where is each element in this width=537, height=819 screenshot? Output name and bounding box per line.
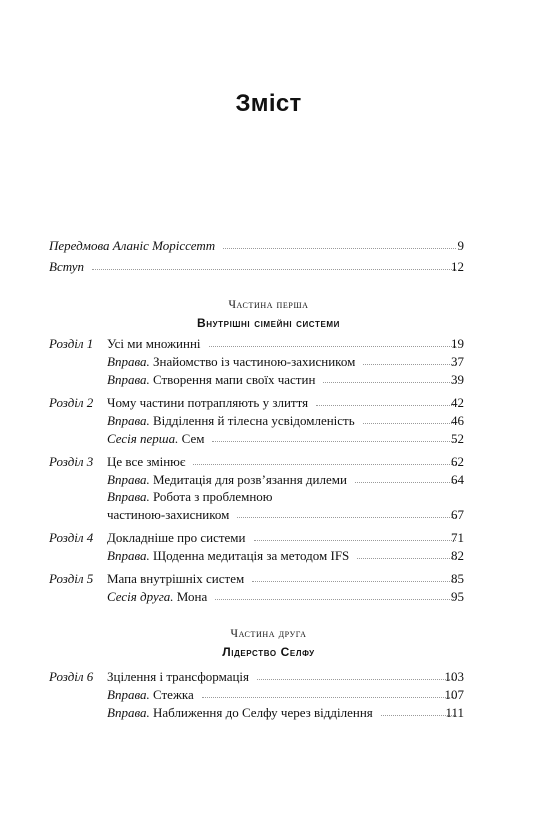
dot-leader: [237, 516, 456, 518]
page-number: 85: [451, 571, 464, 586]
page-number: 64: [451, 472, 464, 487]
dot-leader: [215, 598, 456, 600]
dot-leader: [202, 696, 456, 698]
toc-entry-foreword[interactable]: [0, 237, 537, 255]
page-number: 111: [445, 705, 464, 720]
part-label: Частина друга: [230, 628, 307, 640]
entry-kind: Вправа.: [107, 413, 150, 428]
dot-leader: [209, 345, 456, 347]
entry-kind: Вправа.: [107, 548, 150, 563]
page-number: 62: [451, 454, 464, 469]
page-number: 9: [457, 238, 464, 253]
toc-entry-session[interactable]: [0, 588, 537, 606]
page-number: 12: [451, 259, 464, 274]
entry-title: Це все змінює: [107, 454, 186, 469]
toc-entry-exercise[interactable]: [0, 353, 537, 371]
page-number: 67: [451, 507, 464, 522]
toc-entry-exercise-line2[interactable]: [0, 506, 537, 524]
dot-leader: [92, 268, 456, 270]
toc-entry-chapter[interactable]: [0, 453, 537, 471]
entry-title: Чому частини потрапляють у злиття: [107, 395, 309, 410]
page-number: 42: [451, 395, 464, 410]
page-number: 95: [451, 589, 464, 604]
dot-leader: [316, 404, 456, 406]
chapter-label: Розділ 1: [49, 336, 94, 351]
entry-kind: Вправа.: [107, 472, 150, 487]
page-number: 107: [444, 687, 464, 702]
page-number: 19: [451, 336, 464, 351]
entry-kind: Вправа.: [107, 687, 150, 702]
page-number: 39: [451, 372, 464, 387]
entry-kind: Вправа.: [107, 705, 150, 720]
entry-title: Знайомство із частиною-захисником: [149, 354, 356, 369]
entry-kind: Сесія перша.: [107, 431, 179, 446]
toc-entry-intro[interactable]: [0, 258, 537, 276]
dot-leader: [252, 580, 456, 582]
dot-leader: [257, 678, 456, 680]
entry-title: Щоденна медитація за методом IFS: [149, 548, 350, 563]
chapter-label: Розділ 3: [49, 454, 94, 469]
entry-title: Робота з проблемною: [149, 489, 273, 504]
page-number: 46: [451, 413, 464, 428]
chapter-label: Розділ 5: [49, 571, 94, 586]
dot-leader: [254, 539, 457, 541]
entry-title: Наближення до Селфу через відділення: [149, 705, 373, 720]
toc-entry-chapter[interactable]: [0, 335, 537, 353]
page-number: 103: [444, 669, 464, 684]
entry-title: Докладніше про системи: [107, 530, 246, 545]
entry-title: Усі ми множинні: [107, 336, 201, 351]
toc-entry-chapter[interactable]: [0, 394, 537, 412]
toc-entry-exercise[interactable]: [0, 686, 537, 704]
entry-kind: Сесія друга.: [107, 589, 174, 604]
page-number: 37: [451, 354, 464, 369]
toc-entry-exercise[interactable]: [0, 371, 537, 389]
toc-entry-chapter[interactable]: [0, 668, 537, 686]
entry-kind: Вправа.: [107, 372, 150, 387]
dot-leader: [212, 440, 456, 442]
chapter-label: Розділ 4: [49, 530, 94, 545]
entry-title: Відділення й тілесна усвідомленість: [149, 413, 355, 428]
toc-entry-exercise[interactable]: [0, 704, 537, 722]
toc-entry-exercise-line1[interactable]: [0, 488, 537, 506]
page-number: 52: [451, 431, 464, 446]
entry-title-continued: частиною-захисником: [107, 507, 230, 522]
entry-title: Передмова Аланіс Моріссетт: [49, 238, 216, 253]
entry-title: Стежка: [149, 687, 194, 702]
entry-title: Мапа внутрішніх систем: [107, 571, 245, 586]
toc-entry-exercise[interactable]: [0, 471, 537, 489]
entry-title: Створення мапи своїх частин: [149, 372, 316, 387]
toc-entry-exercise[interactable]: [0, 412, 537, 430]
part-title: Лідерство Селфу: [222, 645, 315, 659]
entry-title: Мона: [173, 589, 208, 604]
dot-leader: [323, 381, 456, 383]
toc-entry-exercise[interactable]: [0, 547, 537, 565]
entry-kind: Вправа.: [107, 489, 150, 504]
page-title: Зміст: [235, 90, 302, 117]
chapter-label: Розділ 6: [49, 669, 94, 684]
entry-title: Сем: [178, 431, 205, 446]
chapter-label: Розділ 2: [49, 395, 94, 410]
part-label: Частина перша: [228, 299, 309, 311]
part-title: Внутрішні сімейні системи: [196, 316, 341, 330]
page-number: 71: [451, 530, 464, 545]
entry-title: Вступ: [49, 259, 85, 274]
dot-leader: [193, 463, 456, 465]
entry-title: Медитація для розв’язання дилеми: [149, 472, 347, 487]
dot-leader: [223, 247, 456, 249]
toc-entry-chapter[interactable]: [0, 570, 537, 588]
page-number: 82: [451, 548, 464, 563]
entry-title: Зцілення і трансформація: [107, 669, 250, 684]
toc-entry-chapter[interactable]: [0, 529, 537, 547]
toc-entry-session[interactable]: [0, 430, 537, 448]
entry-kind: Вправа.: [107, 354, 150, 369]
